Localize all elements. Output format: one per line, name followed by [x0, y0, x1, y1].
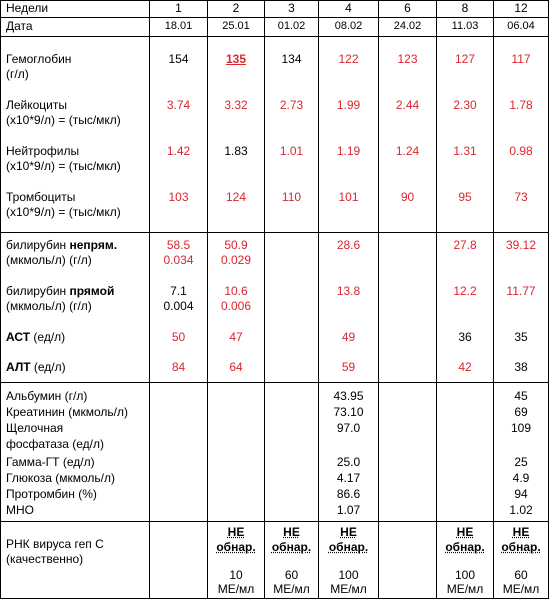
hcv-rna-qualifier: (качественно): [6, 552, 84, 566]
leukocytes-value: 1.78: [509, 98, 533, 112]
ggt-label: Гамма-ГТ (ед/л): [6, 455, 95, 469]
alt-value: 42: [458, 360, 472, 374]
hemoglobin-value: 154: [168, 52, 189, 66]
hemoglobin-value: 117: [511, 52, 531, 66]
bilirubin-indirect-value: 58.5: [166, 238, 191, 252]
hemoglobin-value: 123: [397, 52, 418, 66]
alt-label: [6, 360, 66, 375]
alt-unit: (ед/л): [30, 360, 66, 374]
prothrombin-value: 86.6: [336, 487, 361, 501]
weeks-label: Недели: [6, 1, 49, 15]
neutrophils-value: 1.19: [336, 144, 361, 158]
leukocytes-unit: (х10*9/л) = (тыс/мкл): [6, 113, 121, 127]
ast-value: 36: [458, 330, 472, 344]
leukocytes-value: 2.44: [395, 98, 420, 112]
date-cell: 18.01: [164, 20, 193, 32]
date-cell: 11.03: [451, 20, 479, 32]
creatinine-value: 73.10: [333, 405, 364, 419]
date-label: Дата: [6, 19, 33, 33]
ast-name: АСТ: [6, 330, 31, 344]
date-cell: 06.04: [507, 20, 535, 32]
week-cell: 2: [232, 1, 240, 15]
hemoglobin-value: 135: [225, 52, 247, 66]
week-cell: 6: [404, 1, 411, 15]
hemoglobin-value: 122: [338, 52, 359, 66]
rna-threshold: 60: [284, 568, 299, 582]
date-cell: 01.02: [277, 20, 306, 32]
hemoglobin-value: 134: [281, 52, 302, 66]
neutrophils-unit: (х10*9/л) = (тыс/мкл): [6, 159, 121, 173]
date-cell: 08.02: [334, 20, 363, 32]
rna-threshold: 100: [454, 568, 476, 582]
leukocytes-value: 2.30: [453, 98, 477, 112]
bilirubin-indirect-value: 27.8: [453, 238, 477, 252]
ggt-value: 25.0: [336, 455, 361, 469]
ast-label: [6, 330, 65, 345]
platelets-value: 101: [338, 190, 359, 204]
hcv-rna-label: РНК вируса геп С: [6, 537, 104, 551]
not-detected-text: обнар.: [445, 540, 485, 554]
rna-threshold-unit: МЕ/мл: [273, 582, 310, 596]
rna-threshold-unit: МЕ/мл: [330, 582, 367, 596]
platelets-value: 73: [514, 190, 528, 204]
bilirubin-indirect-value: 39.12: [505, 238, 537, 252]
platelets-unit: (х10*9/л) = (тыс/мкл): [6, 205, 121, 219]
rna-threshold-unit: МЕ/мл: [446, 582, 484, 596]
date-cell: 24.02: [393, 20, 422, 32]
alt-value: 59: [341, 360, 356, 374]
rna-threshold-unit: МЕ/мл: [217, 582, 255, 596]
neutrophils-value: 1.42: [166, 144, 191, 158]
platelets-value: 110: [281, 190, 302, 204]
bilirubin-direct-type: прямой: [69, 284, 115, 298]
not-detected-text: НЕ: [340, 525, 357, 539]
ast-unit: (ед/л): [30, 330, 66, 344]
week-cell: 1: [175, 1, 182, 15]
rna-threshold: 10: [229, 568, 243, 582]
bilirubin-indirect-unit: (мкмоль/л) (г/л): [6, 253, 92, 267]
bilirubin-direct-prefix: билирубин: [6, 284, 70, 298]
neutrophils-value: 1.24: [395, 144, 420, 158]
bilirubin-indirect-prefix: билирубин: [6, 238, 70, 252]
bilirubin-direct-value-gl: 0.006: [220, 299, 252, 313]
bilirubin-direct-value: 7.1: [170, 284, 187, 298]
not-detected-text: НЕ: [227, 525, 245, 539]
not-detected-text: обнар.: [328, 540, 369, 554]
week-cell: 4: [345, 1, 352, 15]
neutrophils-label: Нейтрофилы: [6, 144, 80, 158]
ast-value: 50: [171, 330, 186, 344]
prothrombin-label: Протромбин (%): [6, 487, 97, 501]
neutrophils-value: 0.98: [509, 144, 533, 158]
rna-threshold: 100: [338, 568, 359, 582]
bilirubin-direct-value: 12.2: [453, 284, 477, 298]
leukocytes-label: Лейкоциты: [6, 98, 68, 112]
ast-value: 47: [229, 330, 243, 344]
bilirubin-direct-value-gl: 0.004: [163, 299, 194, 313]
alkaline-label-line1: Щелочная: [6, 421, 64, 435]
leukocytes-value: 3.74: [166, 98, 191, 112]
prothrombin-value: 94: [514, 487, 528, 501]
bilirubin-direct-value: 11.77: [506, 284, 536, 298]
alkaline-value: 97.0: [336, 421, 361, 435]
glucose-label: Глюкоза (мкмоль/л): [6, 471, 116, 485]
not-detected-text: обнар.: [501, 540, 541, 554]
leukocytes-value: 1.99: [336, 98, 361, 112]
leukocytes-value: 3.32: [224, 98, 248, 112]
bilirubin-indirect-type: непрям.: [69, 238, 118, 252]
bilirubin-direct-value: 10.6: [224, 284, 248, 298]
alkaline-value: 109: [510, 421, 532, 435]
creatinine-label: Креатинин (мкмоль/л): [6, 405, 128, 419]
not-detected-text: обнар.: [216, 540, 256, 554]
bilirubin-direct-unit: (мкмоль/л) (г/л): [6, 299, 92, 313]
neutrophils-value: 1.83: [224, 144, 248, 158]
creatinine-value: 69: [514, 405, 528, 419]
platelets-value: 95: [458, 190, 472, 204]
hemoglobin-value: 127: [454, 52, 476, 66]
platelets-value: 90: [400, 190, 415, 204]
platelets-label: Тромбоциты: [6, 190, 76, 204]
date-cell: 25.01: [222, 20, 250, 32]
neutrophils-value: 1.01: [279, 144, 304, 158]
alt-name: АЛТ: [6, 360, 31, 374]
not-detected-text: НЕ: [456, 525, 474, 539]
glucose-value: 4.9: [512, 471, 530, 485]
not-detected-text: НЕ: [283, 525, 300, 539]
alkaline-label-line2: фосфатаза (ед/л): [6, 437, 104, 451]
ast-value: 49: [341, 330, 356, 344]
leukocytes-value: 2.73: [279, 98, 304, 112]
bilirubin-indirect-label: [6, 238, 117, 253]
glucose-value: 4.17: [336, 471, 361, 485]
week-cell: 3: [288, 1, 295, 15]
neutrophils-value: 1.31: [453, 144, 477, 158]
platelets-value: 103: [168, 190, 189, 204]
bilirubin-direct-value: 13.8: [336, 284, 361, 298]
alt-value: 38: [514, 360, 528, 374]
inr-label: МНО: [6, 503, 34, 517]
bilirubin-indirect-value: 28.6: [336, 238, 361, 252]
not-detected-text: НЕ: [512, 525, 530, 539]
week-cell: 8: [461, 1, 469, 15]
bilirubin-direct-label: [6, 284, 114, 299]
ggt-value: 25: [514, 455, 528, 469]
albumin-value: 45: [514, 389, 528, 403]
bilirubin-indirect-value-gl: 0.034: [163, 253, 194, 267]
week-cell: 12: [514, 1, 528, 15]
not-detected-text: обнар.: [271, 540, 312, 554]
hemoglobin-label: Гемоглобин: [6, 52, 72, 66]
platelets-value: 124: [225, 190, 247, 204]
rna-threshold: 60: [514, 568, 528, 582]
inr-value: 1.02: [509, 503, 533, 517]
alt-value: 64: [229, 360, 243, 374]
albumin-label: Альбумин (г/л): [6, 389, 88, 403]
bilirubin-indirect-value-gl: 0.029: [220, 253, 252, 267]
hemoglobin-unit: (г/л): [6, 67, 29, 81]
inr-value: 1.07: [336, 503, 361, 517]
albumin-value: 43.95: [333, 389, 364, 403]
ast-value: 35: [514, 330, 528, 344]
rna-threshold-unit: МЕ/мл: [502, 582, 540, 596]
bilirubin-indirect-value: 50.9: [224, 238, 248, 252]
alt-value: 84: [171, 360, 186, 374]
